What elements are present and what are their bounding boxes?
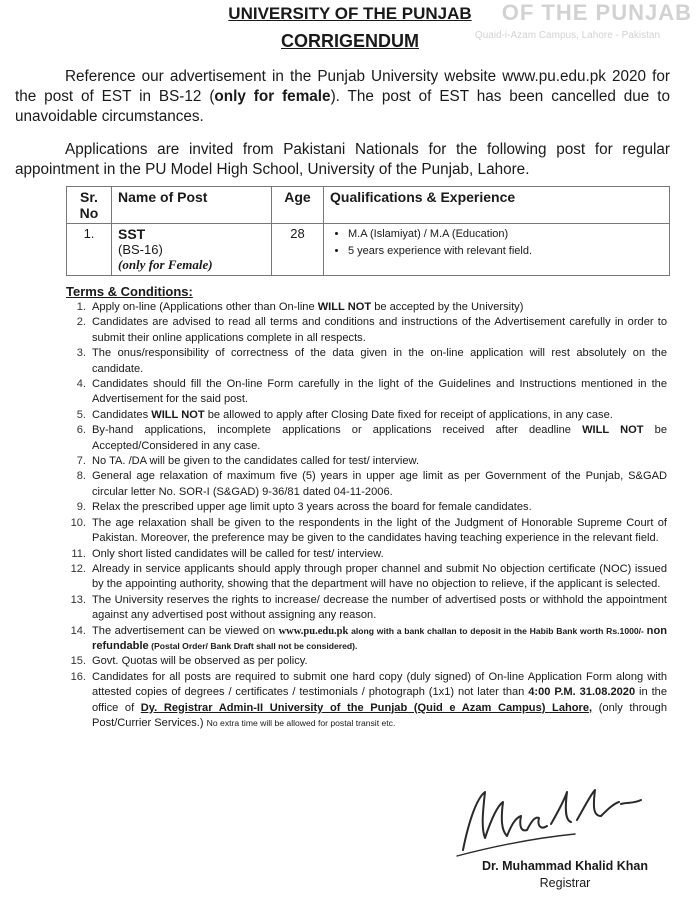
post-table	[66, 186, 670, 276]
term-text: Govt. Quotas will be observed as per policy.	[92, 655, 308, 668]
post-scale: (BS-16)	[118, 242, 163, 257]
term-number: 5.	[76, 408, 86, 421]
header-name-of-post: Name of Post	[112, 187, 272, 224]
term-text: (only through Post/Currier Services.)	[92, 701, 667, 729]
list-item	[62, 315, 667, 346]
term-number: 12.	[70, 562, 86, 575]
cell-sr-no: 1.	[67, 224, 112, 276]
term-text: in the office of	[92, 686, 667, 714]
term-number: 10.	[70, 516, 86, 529]
term-text: be Accepted/Considered in any case.	[92, 424, 668, 452]
term-text: Candidates for all posts are required to submit one hard copy (duly signed) of On-line Application Form along with attested copies of degrees / certificates / testimonials / photograph (1x1) not later than	[92, 670, 667, 699]
header-sr-no: Sr. No	[67, 187, 112, 224]
deadline-text: 4:00 P.M. 31.08.2020	[528, 686, 636, 699]
term-text: The age relaxation shall be given to the respondents in the light of the Judgment of Honorable Supreme Court of Pakistan. Moreover, the preference may be given to the candidates having teaching experience in the relevant field.	[92, 516, 667, 545]
list-item	[62, 423, 667, 454]
cell-age: 28	[272, 224, 324, 276]
list-item	[62, 377, 667, 408]
term-text: No TA. /DA will be given to the candidates called for test/ interview.	[92, 455, 420, 468]
signatory-name: Dr. Muhammad Khalid Khan	[482, 859, 648, 873]
header-qualifications: Qualifications & Experience	[324, 187, 670, 224]
term-number: 11.	[71, 547, 86, 560]
qualification-item: • M.A (Islamiyat) / M.A (Education)	[348, 226, 663, 243]
term-number: 2.	[76, 316, 86, 329]
list-item	[62, 500, 667, 515]
term-text: By-hand applications, incomplete applications or applications received after deadline	[92, 424, 583, 437]
list-item	[62, 469, 667, 500]
watermark-text: OF THE PUNJAB	[501, 0, 692, 25]
term-emphasis: WILL NOT	[317, 301, 372, 313]
cell-post-name	[112, 224, 272, 276]
term-text: Apply on-line (Applications other than On-line	[92, 301, 318, 313]
list-item	[62, 562, 667, 593]
term-text: along with a bank challan to deposit in the Habib Bank worth Rs.1000/-	[348, 625, 647, 636]
list-item	[62, 408, 667, 423]
term-text: Only short listed candidates will be called for test/ interview.	[92, 547, 384, 560]
table-row	[67, 224, 670, 276]
term-text: The onus/responsibility of correctness of the data given in the on-line application will rest absolutely on the candidate.	[92, 347, 667, 375]
term-text: Already in service applicants should apply through proper channel and submit No objection certificate (NOC) issued by the appointing authority, showing that the department will have no objection to relieve, if the applicant is selected.	[92, 562, 667, 591]
list-item	[62, 516, 667, 547]
term-text: No extra time will be allowed for postal transit etc.	[206, 717, 396, 728]
term-text: Candidates are advised to read all terms and conditions and instructions of the Advertisement carefully in order to submit their online applications complete in all respects.	[92, 316, 667, 344]
list-item	[62, 593, 667, 624]
para1-text-b: ). The post of EST has been cancelled due to unavoidable circumstances.	[15, 88, 670, 125]
term-emphasis: WILL NOT	[582, 424, 644, 437]
term-emphasis: WILL NOT	[151, 408, 205, 421]
list-item	[62, 670, 667, 732]
term-emphasis: non refundable	[92, 624, 668, 652]
post-note: (only for Female)	[118, 257, 213, 272]
term-text: Relax the prescribed upper age limit upto 3 years across the board for female candidates.	[92, 501, 532, 514]
post-title: SST	[118, 226, 146, 242]
term-text: be allowed to apply after Closing Date fixed for receipt of applications, in any case.	[204, 408, 613, 421]
page-subtitle: CORRIGENDUM	[281, 31, 419, 51]
header-age: Age	[272, 187, 324, 224]
qualifications-list	[330, 226, 663, 260]
list-item	[62, 624, 667, 655]
term-text: be accepted by the University)	[371, 301, 524, 313]
list-item	[62, 654, 667, 669]
cell-qualifications	[324, 224, 670, 276]
term-number: 15.	[70, 655, 86, 668]
term-number: 7.	[76, 455, 86, 468]
signature-image	[455, 780, 665, 860]
list-item	[62, 346, 667, 377]
invitation-paragraph: Applications are invited from Pakistani Nationals for the following post for regular appointment in the PU Model High School, University of the Punjab, Lahore.	[15, 141, 670, 178]
post-table-header	[67, 187, 670, 224]
term-text: Candidates	[92, 408, 152, 421]
term-text: The University reserves the rights to increase/ decrease the number of advertised posts or withhold the appointment against any advertised post without assigning any reason.	[92, 593, 667, 622]
term-number: 14.	[70, 624, 86, 637]
term-number: 6.	[76, 424, 86, 437]
office-address: Dy. Registrar Admin-II University of the Punjab (Quid e Azam Campus) Lahore,	[140, 701, 593, 714]
para1-bold: only for female	[214, 88, 331, 105]
para1-text-a: Reference our advertisement in the Punjab University website www.pu.edu.pk 2020 for the post of EST in BS-12 (	[15, 68, 670, 105]
term-number: 1.	[76, 301, 86, 313]
qualification-item: • 5 years experience with relevant field.	[348, 243, 663, 260]
term-number: 3.	[76, 347, 86, 360]
term-number: 8.	[76, 470, 86, 483]
term-text: The advertisement can be viewed on	[92, 624, 279, 637]
watermark-subtext: Quaid-i-Azam Campus, Lahore - Pakistan	[474, 30, 660, 41]
signatory-title: Registrar	[539, 876, 591, 890]
page-title: UNIVERSITY OF THE PUNJAB	[228, 4, 472, 23]
term-number: 4.	[76, 378, 86, 391]
list-item	[62, 300, 667, 315]
list-item	[62, 454, 667, 469]
term-number: 13.	[70, 593, 86, 606]
term-text: Candidates should fill the On-line Form carefully in the light of the Guidelines and Instructions mentioned in the Advertisement for the said post.	[92, 378, 667, 406]
terms-list	[62, 300, 667, 731]
cancellation-paragraph	[15, 67, 670, 127]
term-text: (Postal Order/ Bank Draft shall not be considered).	[148, 640, 358, 651]
terms-heading: Terms & Conditions:	[66, 284, 193, 299]
term-number: 16.	[70, 670, 86, 683]
list-item	[62, 547, 667, 562]
term-text: General age relaxation of maximum five (5) years in upper age limit as per Government of the Punjab, S&GAD circular letter No. SOR-I (S&GAD) 9-36/81 dated 04-11-2006.	[92, 470, 667, 498]
website-text: www.pu.edu.pk	[278, 625, 349, 637]
term-number: 9.	[76, 501, 86, 514]
